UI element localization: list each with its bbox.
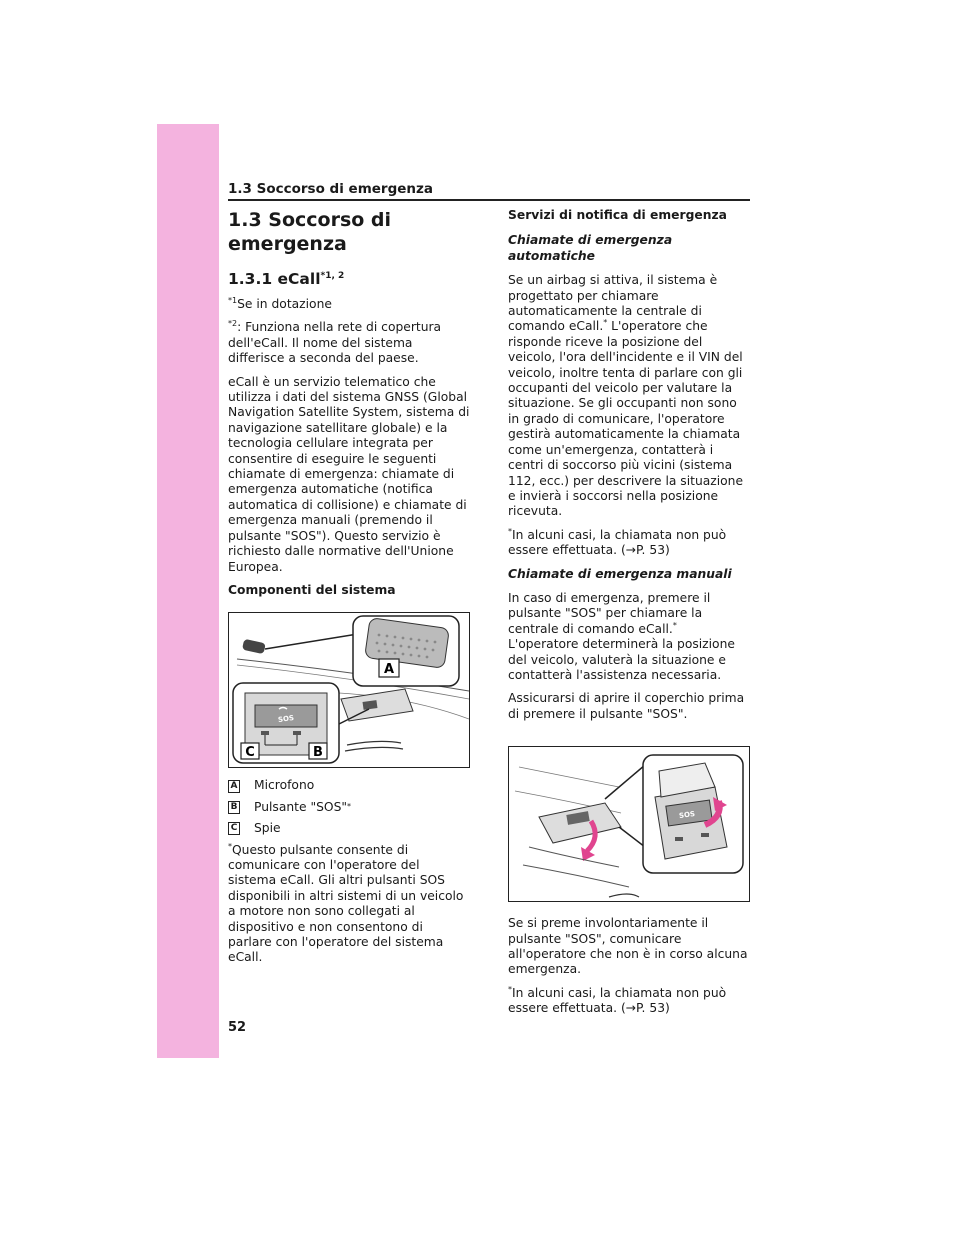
- legend-text-a: Microfono: [254, 778, 315, 793]
- subsection-title-text: 1.3.1 eCall: [228, 270, 321, 288]
- note-coverage-text: : Funziona nella rete di copertura dell'eCall. Il nome del sistema differisce a seconda del paese.: [228, 320, 442, 366]
- automatic-calls-heading: Chiamate di emergenza automatiche: [508, 233, 673, 263]
- legend-letter-c: C: [228, 822, 240, 835]
- manual-calls-sup: *: [672, 620, 677, 630]
- legend-item-sos-button: B Pulsante "SOS" *: [228, 800, 470, 815]
- manual-calls-heading: Chiamate di emergenza manuali: [508, 566, 732, 581]
- automatic-calls-note-sup: *: [508, 526, 512, 536]
- sos-footnote-text: Questo pulsante consente di comunicare con l'operatore del sistema eCall. Gli altri pulsanti SOS disponibili in altri sistemi di un veicolo a motore non sono collegati al dispositivo e non consentono di parlare con l'operatore del sistema eCall.: [228, 842, 464, 965]
- open-cover-paragraph: Assicurarsi di aprire il coperchio prima di premere il pulsante "SOS".: [508, 691, 745, 721]
- label-sos-right: SOS: [678, 810, 696, 821]
- automatic-calls-note: [508, 528, 750, 559]
- automatic-calls-paragraph: [508, 273, 750, 520]
- right-column: [508, 208, 750, 1025]
- note-coverage: [228, 320, 470, 366]
- components-figure: [228, 612, 470, 768]
- subsection-title: [228, 269, 470, 289]
- header-rule: [228, 199, 750, 201]
- legend-letter-b: B: [228, 801, 240, 814]
- automatic-calls-sup: *: [603, 318, 608, 328]
- legend-item-lights: [228, 821, 470, 836]
- manual-calls-text-1: In caso di emergenza, premere il pulsante "SOS" per chiamare la centrale di comando eCall.: [508, 590, 711, 636]
- note-equipment: [228, 297, 470, 312]
- manual-calls-note: [508, 986, 750, 1017]
- manual-calls-paragraph: [508, 591, 750, 683]
- sos-footnote-sup: *: [228, 841, 232, 851]
- sos-footnote: [228, 843, 470, 966]
- intro-paragraph: eCall è un servizio telematico che utilizza i dati del sistema GNSS (Global Navigation Satellite System, sistema di navigazione satellitare globale) e la tecnologia cellulare integrata per consentire di eseguire le seguenti chiamate di emergenza: chiamate di emergenza automatiche (notifica automatica di collisione) e chiamate di emergenza manuali (premendo il pulsante "SOS"). Questo servizio è richiesto dalle normative dell'Unione Europea.: [228, 374, 470, 574]
- legend-item-microphone: [228, 778, 470, 793]
- accidental-press-paragraph: Se si preme involontariamente il pulsante "SOS", comunicare all'operatore che non è in corso alcuna emergenza.: [508, 916, 748, 977]
- chapter-side-bar: [157, 124, 219, 1058]
- label-a: A: [383, 662, 395, 678]
- page-number: 52: [228, 1020, 247, 1035]
- manual-calls-text-2: L'operatore determinerà la posizione del veicolo, valuterà la situazione e contatterà l'assistenza necessaria.: [508, 637, 735, 682]
- label-sos-left: SOS: [277, 714, 295, 725]
- section-title: 1.3 Soccorso di emergenza: [228, 209, 392, 255]
- legend-text-b: Pulsante "SOS": [254, 799, 348, 814]
- label-b: B: [313, 745, 323, 761]
- automatic-calls-text-1: Se un airbag si attiva, il sistema è progettato per chiamare automaticamente la centrale di comando eCall.: [508, 273, 718, 334]
- label-c: C: [245, 745, 255, 761]
- running-head: 1.3 Soccorso di emergenza: [228, 181, 433, 197]
- manual-calls-note-sup: *: [508, 984, 512, 994]
- note-equipment-text: Se in dotazione: [237, 297, 332, 311]
- note-equipment-sup: *1: [228, 295, 238, 305]
- open-cover-figure: [508, 746, 750, 902]
- manual-calls-note-text: In alcuni casi, la chiamata non può essere effettuata. (→P. 53): [508, 985, 727, 1016]
- open-cover-illustration: [509, 747, 749, 901]
- legend-text-c: Spie: [254, 821, 281, 836]
- notification-services-heading: Servizi di notifica di emergenza: [508, 208, 727, 222]
- note-coverage-sup: *2: [228, 319, 238, 329]
- automatic-calls-text-2: L'operatore che risponde riceve la posizione del veicolo, l'ora dell'incidente e il VIN del veicolo, inoltre tenta di parlare con gli occupanti del veicolo per valutare la situazione. Se gli occupanti non sono in grado di comunicare, l'operatore gestirà automaticamente la chiamata come un'emergenza, contatterà i centri di soccorso più vicini (sistema 112, ecc.) per descrivere la situazione e invierà i soccorsi nella posizione ricevuta.: [508, 319, 744, 519]
- left-column: [228, 208, 470, 974]
- components-illustration: [229, 613, 469, 767]
- components-heading: Componenti del sistema: [228, 582, 396, 597]
- automatic-calls-note-text: In alcuni casi, la chiamata non può essere effettuata. (→P. 53): [508, 527, 727, 558]
- legend-letter-a: A: [228, 780, 240, 793]
- subsection-title-sup: *1, 2: [320, 270, 345, 281]
